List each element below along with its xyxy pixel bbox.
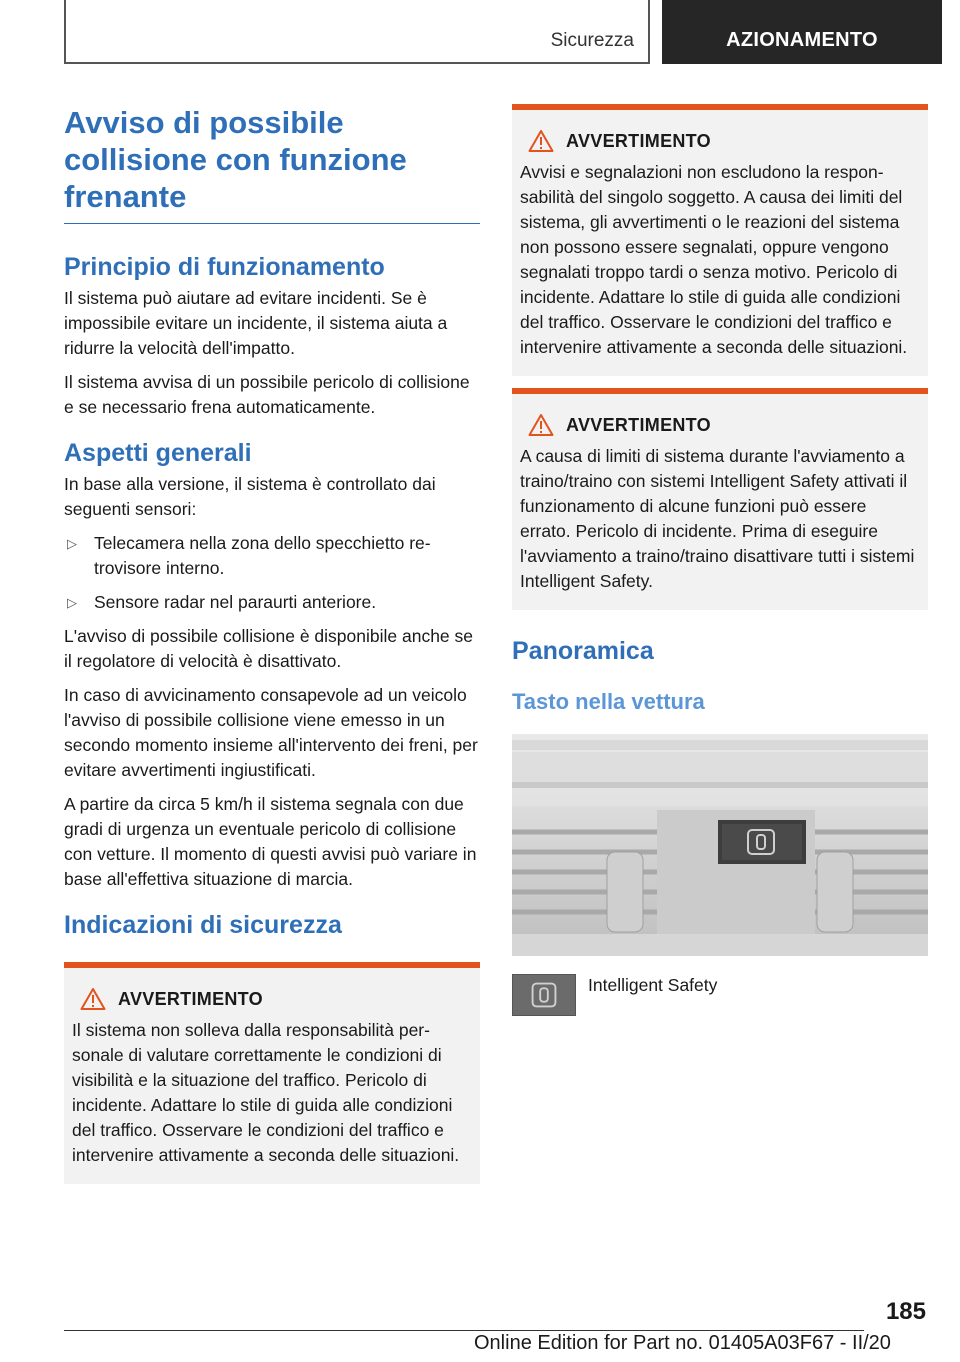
header-chapter-tab: [662, 0, 942, 64]
dashboard-photo: [512, 734, 928, 956]
list-item-text: Sensore radar nel paraurti anteriore.: [94, 592, 377, 612]
warning-text: Avvisi e segnalazioni non escludono la responsabilità del singolo soggetto. A causa dei limiti del sistema, gli avvertimenti o le reazioni del sistema non possono essere segnalati, oppure vengono segnalati troppo tardi o senza motivo. Pericolo di incidente. Adattare lo stile di guida alle condizioni del traffico. Osservare le condizioni del traffico e intervenire attivamente a seconda delle situazioni.: [520, 162, 908, 357]
paragraph: Il sistema avvisa di un possibile pericolo di collisione e se necessario frena automaticamente.: [64, 372, 470, 417]
paragraph: Il sistema può aiutare ad evitare incidenti. Se è impossibile evitare un incidente, il sistema aiuta a ridurre la velocità dell'impatto.: [64, 288, 448, 358]
title-divider: [64, 223, 480, 224]
warning-label: AVVERTIMENTO: [566, 415, 711, 435]
warning-box: [64, 962, 480, 1184]
footer-edition: Online Edition for Part no. 01405A03F67 - II/20: [474, 1332, 891, 1354]
warning-header: [520, 414, 920, 440]
list-item: [64, 590, 480, 615]
left-column: [64, 104, 480, 1184]
triangle-bullet-icon: ▷: [67, 595, 77, 610]
warning-text: Il sistema non solleva dalla responsabilità personale di valutare correttamente le condizioni di visibilità e la situazione del traffico. Pericolo di incidente. Adattare lo stile di guida alle condizioni del traffico. Osservare le condizioni del traffico e intervenire attivamente a seconda delle situazioni.: [72, 1020, 460, 1165]
warning-text: A causa di limiti di sistema durante l'avviamento a traino/traino con sistemi Intelligent Safety attivati il funzionamento di alcune funzioni può essere errato. Pericolo di incidente. Prima di eseguire l'avviamento a traino/traino disattivare tutti i sistemi Intelligent Safety.: [520, 446, 915, 591]
legend-row: [512, 974, 928, 1018]
warning-label: AVVERTIMENTO: [566, 131, 711, 151]
warning-header: [520, 130, 920, 156]
page-number: 185: [885, 1298, 926, 1325]
paragraph: In caso di avvicinamento consapevole ad un veicolo l'avviso di possibile collisione viene emesso in un secondo momento insieme all'intervento dei freni, per evitare avvertimenti ingiustificati.: [64, 685, 478, 780]
warning-box: [512, 388, 928, 610]
chapter-label: AZIONAMENTO: [726, 29, 878, 51]
paragraph: In base alla versione, il sistema è controllato dai seguenti sensori:: [64, 474, 436, 519]
page-title: Avviso di possibile collisione con funzione frenante: [64, 105, 407, 214]
warning-triangle-icon: [528, 413, 554, 437]
heading-general: Aspetti generali: [64, 439, 252, 467]
heading-principle: Principio di funzionamento: [64, 253, 385, 281]
legend-label: Intelligent Safety: [588, 975, 718, 995]
triangle-bullet-icon: ▷: [67, 536, 77, 551]
warning-triangle-icon: [528, 129, 554, 153]
list-item: [64, 531, 480, 581]
heading-button: Tasto nella vettura: [512, 689, 705, 714]
warning-label: AVVERTIMENTO: [118, 989, 263, 1009]
list-item-text: Telecamera nella zona dello specchietto retrovisore interno.: [94, 533, 431, 578]
header-section-tab: [64, 0, 650, 64]
intelligent-safety-button-icon: [512, 974, 576, 1016]
heading-overview: Panoramica: [512, 637, 654, 665]
section-label: Sicurezza: [550, 30, 634, 51]
heading-safety: Indicazioni di sicurezza: [64, 911, 342, 939]
warning-box: [512, 104, 928, 376]
paragraph: A partire da circa 5 km/h il sistema segnala con due gradi di urgenza un eventuale pericolo di collisione con vetture. Il momento di questi avvisi può variare in base all'effettiva situazione di marcia.: [64, 794, 477, 889]
warning-header: [72, 988, 472, 1014]
footer-divider: [64, 1330, 864, 1331]
right-column: [512, 104, 928, 1018]
paragraph: L'avviso di possibile collisione è disponibile anche se il regolatore di velocità è disattivato.: [64, 626, 474, 671]
warning-triangle-icon: [80, 987, 106, 1011]
